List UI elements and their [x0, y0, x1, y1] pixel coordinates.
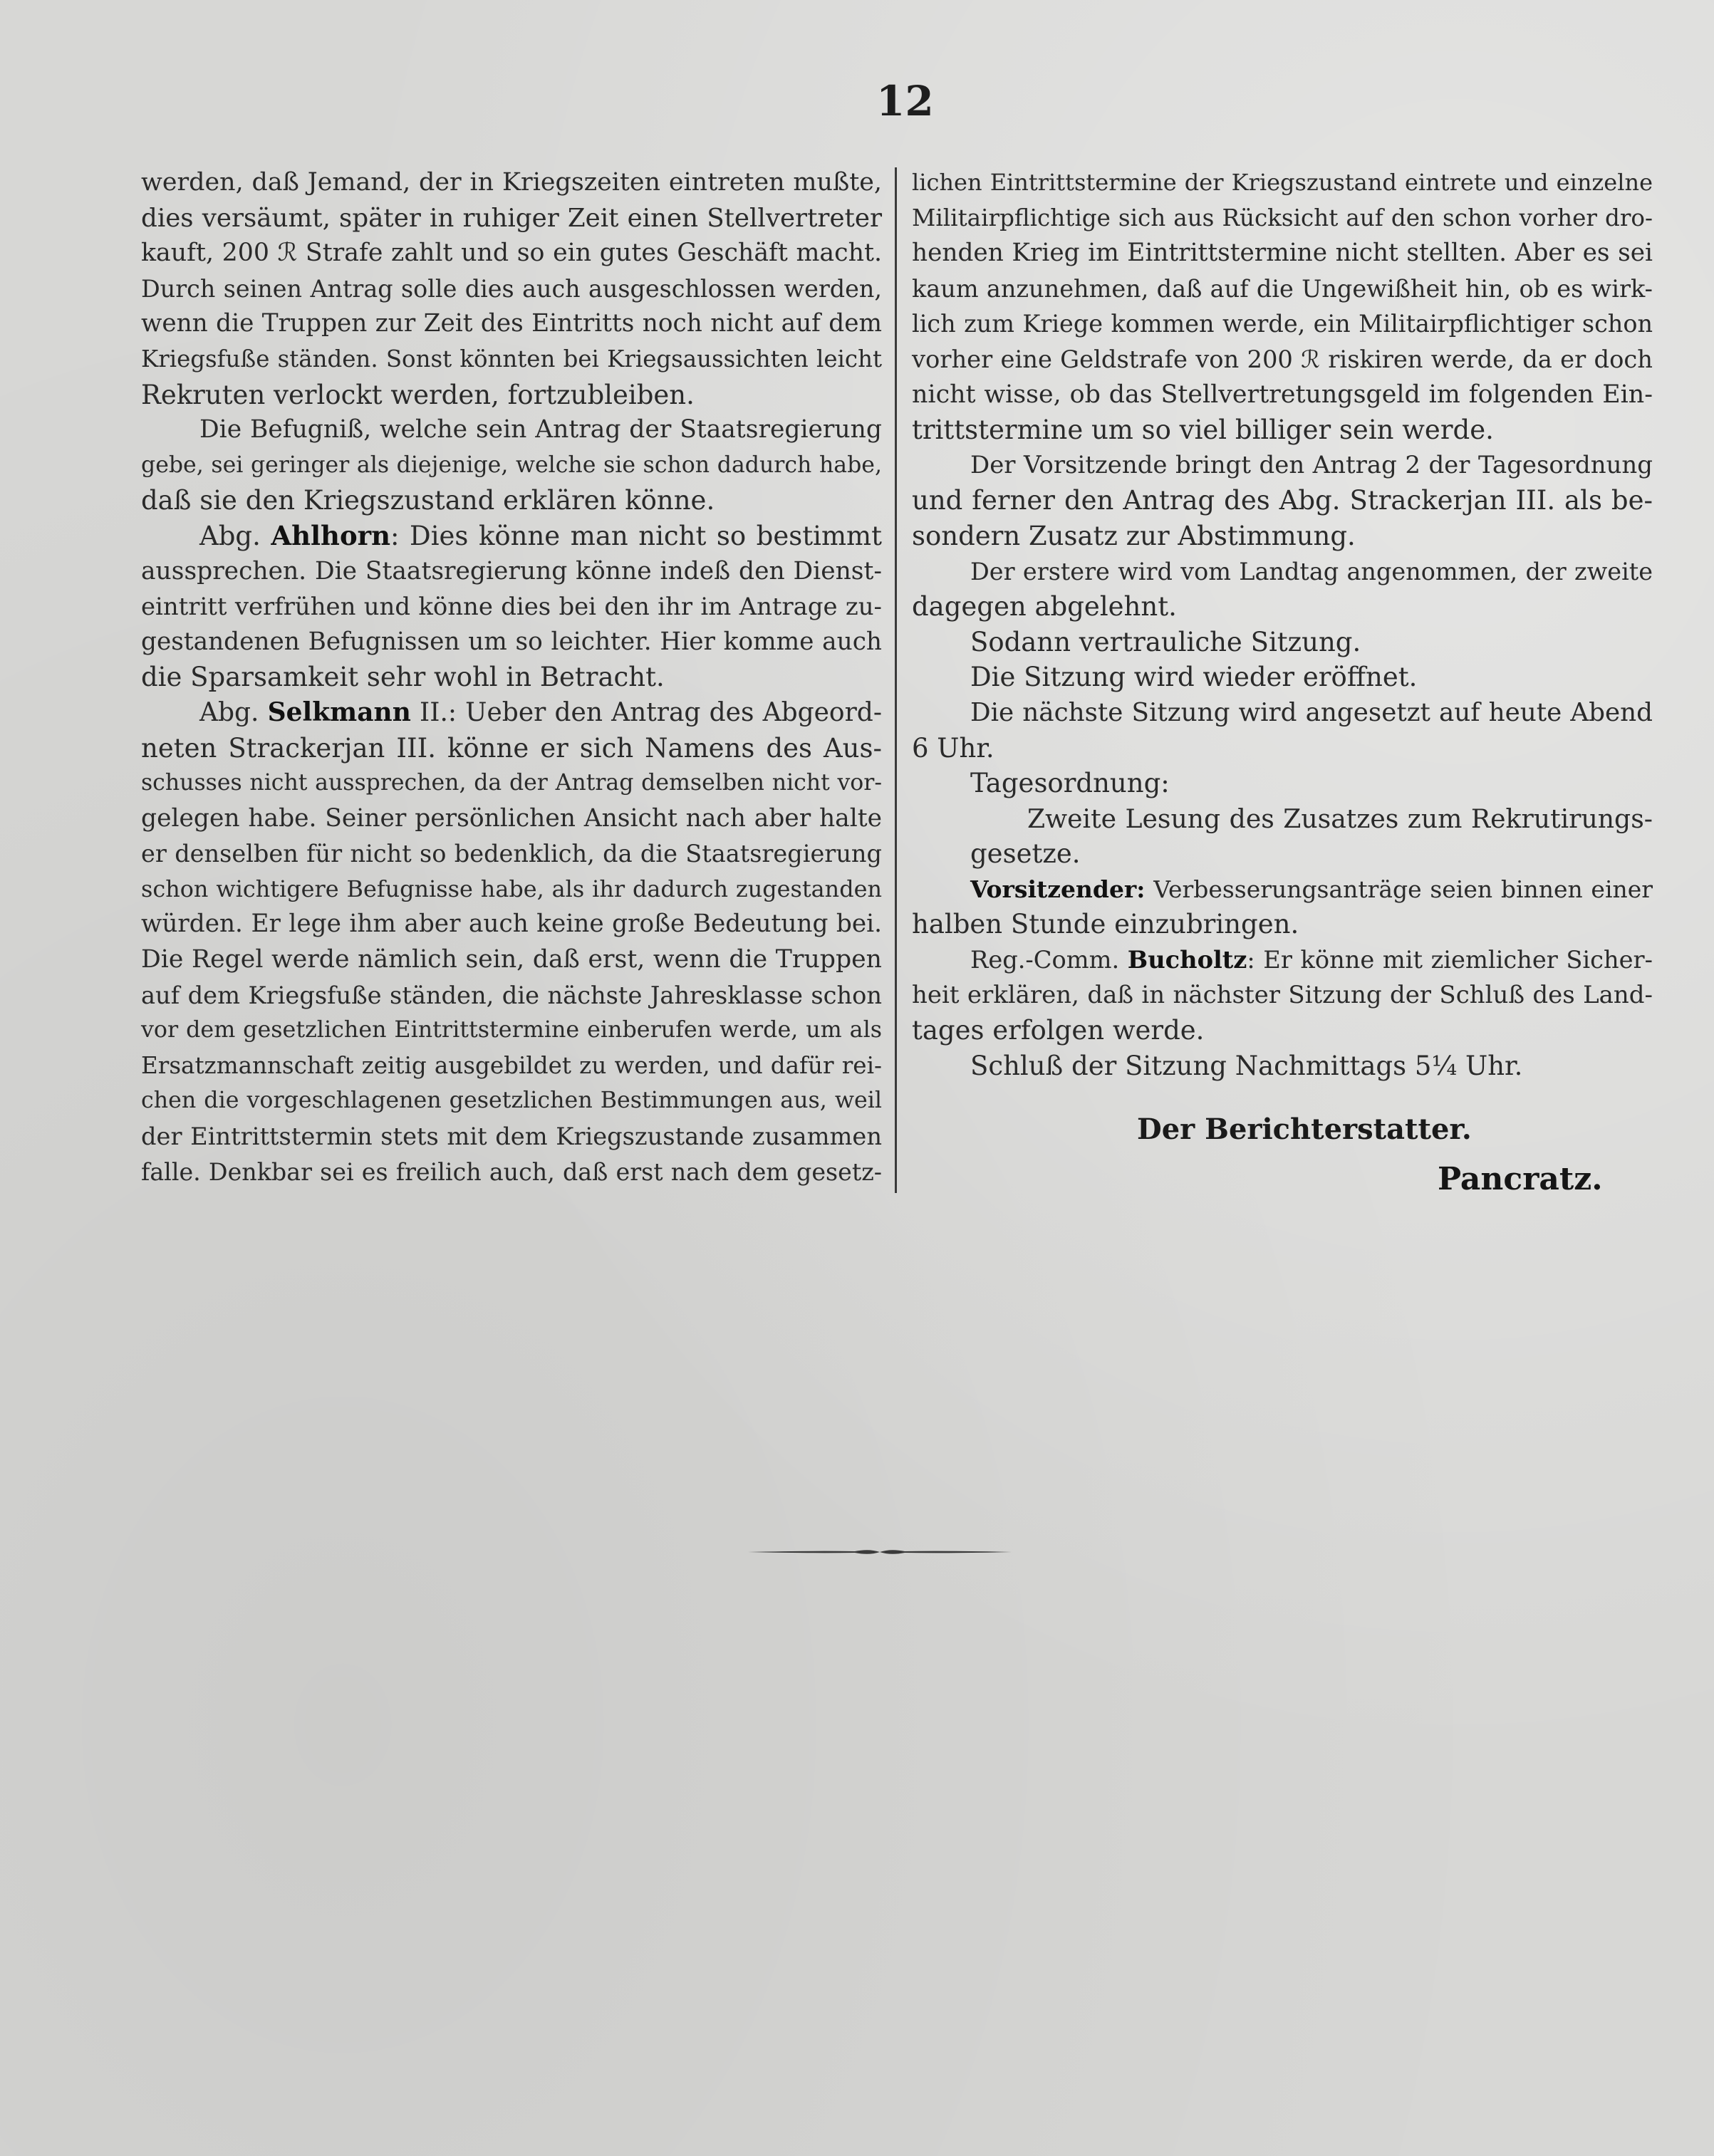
text-line: henden Krieg im Eintrittstermine nicht stellten. Aber es sei [912, 239, 1653, 268]
text-line: er denselben für nicht so bedenklich, da die Staatsregierung [141, 840, 882, 868]
text-line: trittstermine um so viel billiger sein werde. [912, 415, 1494, 446]
text-line: Durch seinen Antrag solle dies auch ausgeschlossen werden, [141, 274, 882, 303]
text-line: Die Befugniß, welche sein Antrag der Staatsregierung [199, 415, 882, 444]
text-line: Die nächste Sitzung wird angesetzt auf heute Abend [970, 697, 1653, 727]
text-line: gebe, sei geringer als diejenige, welche sie schon dadurch habe, [141, 452, 882, 478]
text-line: dies versäumt, später in ruhiger Zeit einen Stellvertreter [141, 203, 882, 233]
speaker-name: Vorsitzender: [970, 875, 1146, 903]
text-line: eintritt verfrühen und könne dies bei den ihr im Antrage zu- [141, 593, 882, 621]
text-line: kauft, 200 ℛ︀ Strafe zahlt und so ein gutes Geschäft macht. [141, 239, 882, 268]
text-line: auf dem Kriegsfuße ständen, die nächste Jahresklasse schon [141, 981, 882, 1009]
text-line: tages erfolgen werde. [912, 1015, 1205, 1046]
text-line: gestandenen Befugnissen um so leichter. Hier komme auch [141, 627, 882, 656]
right-text-column [912, 165, 1653, 1083]
text-line: halben Stunde einzubringen. [912, 909, 1299, 940]
text-line: dagegen abgelehnt. [912, 591, 1177, 623]
end-ornament [748, 1547, 1012, 1557]
text-line: Kriegsfuße ständen. Sonst könnten bei Kriegsaussichten leicht [141, 345, 882, 373]
text-line: und ferner den Antrag des Abg. Strackerjan III. als be- [912, 485, 1653, 516]
text-line: aussprechen. Die Staatsregierung könne indeß den Dienst- [141, 556, 882, 585]
text-line: gelegen habe. Seiner persönlichen Ansicht nach aber halte [141, 803, 882, 833]
text-line: werden, daß Jemand, der in Kriegszeiten eintreten mußte, [141, 168, 882, 197]
text-line: lichen Eintrittstermine der Kriegszustand eintrete und einzelne [912, 169, 1653, 196]
text-line: Die Sitzung wird wieder eröffnet. [970, 662, 1418, 693]
speaker-name: Ahlhorn [271, 519, 391, 551]
speaker-name: Selkmann [267, 697, 411, 727]
agenda-item: Zweite Lesung des Zusatzes zum Rekrutirungs- [1027, 803, 1653, 834]
speaker-line-vorsitzender: Vorsitzender: Verbesserungsanträge seien binnen einer [970, 875, 1653, 903]
speaker-line-bucholtz: Reg.-Comm. Bucholtz: Er könne mit ziemlicher Sicher- [970, 945, 1653, 974]
text-line: falle. Denkbar sei es freilich auch, daß erst nach dem gesetz- [141, 1157, 882, 1186]
text-line: Ersatzmannschaft zeitig ausgebildet zu werden, und dafür rei- [141, 1051, 882, 1079]
text-line: vor dem gesetzlichen Eintrittstermine einberufen werde, um als [141, 1017, 882, 1043]
text-line: 6 Uhr. [912, 732, 994, 764]
left-text-column [141, 165, 882, 1189]
text-line: Sodann vertrauliche Sitzung. [970, 626, 1361, 657]
text-line: die Sparsamkeit sehr wohl in Betracht. [141, 662, 665, 693]
speaker-name: Bucholtz [1127, 945, 1247, 974]
text-line: schon wichtigere Befugnisse habe, als ihr dadurch zugestanden [141, 875, 882, 902]
text-line: kaum anzunehmen, daß auf die Ungewißheit hin, ob es wirk- [912, 274, 1653, 303]
reporter-title: Der Berichterstatter. [1137, 1113, 1472, 1146]
text-line: Rekruten verlockt werden, fortzubleiben. [141, 379, 695, 410]
text-line: Militairpflichtige sich aus Rücksicht auf den schon vorher dro- [912, 204, 1653, 231]
text-line: lich zum Kriege kommen werde, ein Militairpflichtiger schon [912, 310, 1653, 338]
text-line: sondern Zusatz zur Abstimmung. [912, 520, 1356, 551]
text-line: wenn die Truppen zur Zeit des Eintritts noch nicht auf dem [141, 309, 882, 338]
text-line: würden. Er lege ihm aber auch keine große Bedeutung bei. [141, 910, 882, 939]
text-line: Der erstere wird vom Landtag angenommen, der zweite [970, 557, 1653, 585]
speaker-line-selkmann: Abg. Selkmann II.: Ueber den Antrag des Abgeord- [199, 697, 882, 727]
text-line: Der Vorsitzende bringt den Antrag 2 der Tagesordnung [970, 451, 1653, 479]
agenda-item-continued: gesetze. [970, 838, 1081, 870]
page-number: 12 [876, 77, 934, 125]
text-line: schusses nicht aussprechen, da der Antrag demselben nicht vor- [141, 770, 882, 796]
agenda-heading: Tagesordnung: [970, 768, 1170, 799]
speaker-line-ahlhorn: Abg. Ahlhorn: Dies könne man nicht so bestimmt [199, 519, 882, 551]
text-line: der Eintrittstermin stets mit dem Kriegszustande zusammen [141, 1123, 882, 1151]
text-line: nicht wisse, ob das Stellvertretungsgeld im folgenden Ein- [912, 380, 1653, 409]
text-line: neten Strackerjan III. könne er sich Namens des Aus- [141, 732, 882, 764]
text-line: heit erklären, daß in nächster Sitzung der Schluß des Land- [912, 980, 1653, 1009]
session-close-line: Schluß der Sitzung Nachmittags 5¼ Uhr. [970, 1050, 1523, 1081]
text-line: Die Regel werde nämlich sein, daß erst, wenn die Truppen [141, 945, 882, 974]
text-line: daß sie den Kriegszustand erklären könne. [141, 485, 715, 516]
text-line: vorher eine Geldstrafe von 200 ℛ︀ riskiren werde, da er doch [912, 345, 1653, 373]
reporter-signature: Pancratz. [1438, 1161, 1603, 1197]
column-divider [895, 167, 897, 1193]
text-line: chen die vorgeschlagenen gesetzlichen Bestimmungen aus, weil [141, 1088, 882, 1114]
